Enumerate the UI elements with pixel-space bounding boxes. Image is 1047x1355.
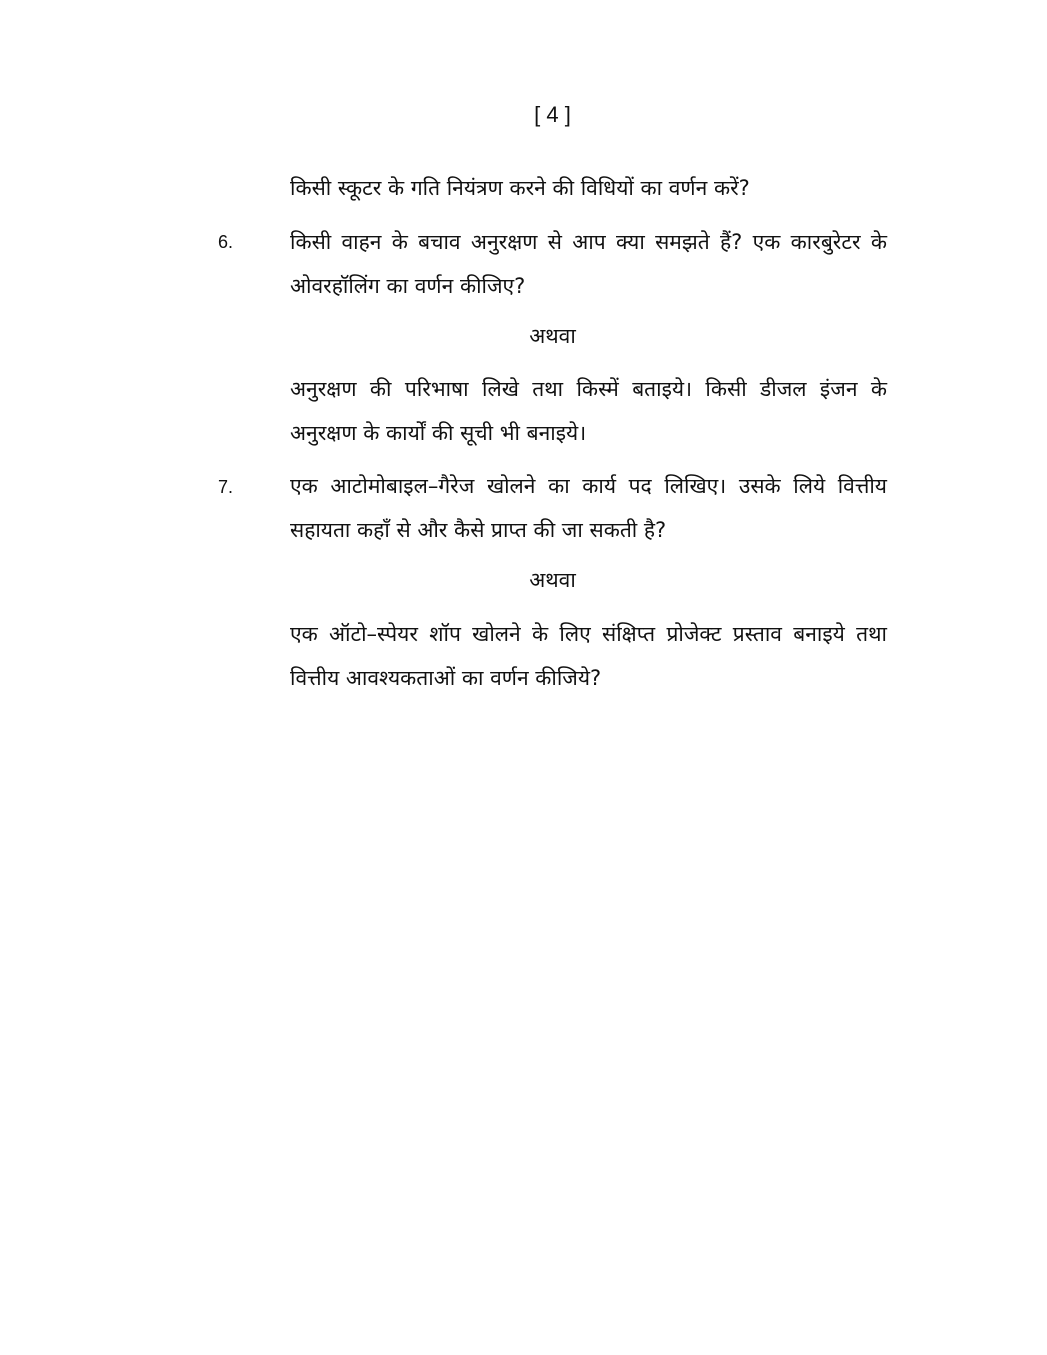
question-7-or-label: अथवा bbox=[529, 568, 576, 592]
question-7-number: 7. bbox=[218, 477, 234, 497]
question-7-alternative-text: एक ऑटो–स्पेयर शॉप खोलने के लिए संक्षिप्त प्रोजेक्ट प्रस्ताव बनाइये तथा वित्तीय आवश्यकताओं का वर्णन कीजिये? bbox=[290, 622, 887, 690]
question-7-text: एक आटोमोबाइल–गैरेज खोलने का कार्य पद लिखिए। उसके लिये वित्तीय सहायता कहाँ से और कैसे प्राप्त की जा सकती है? bbox=[290, 474, 887, 542]
page-number: [ 4 ] bbox=[534, 102, 571, 127]
question-5-continuation: किसी स्कूटर के गति नियंत्रण करने की विधियों का वर्णन करें? bbox=[290, 176, 750, 200]
question-6-alternative-text: अनुरक्षण की परिभाषा लिखे तथा किस्में बताइये। किसी डीजल इंजन के अनुरक्षण के कार्यों की सूची भी बनाइये। bbox=[290, 377, 887, 445]
question-6-number: 6. bbox=[218, 232, 234, 252]
question-6-or-label: अथवा bbox=[529, 324, 576, 348]
question-6-text: किसी वाहन के बचाव अनुरक्षण से आप क्या समझते हैं? एक कारबुरेटर के ओवरहॉलिंग का वर्णन कीजिए? bbox=[290, 230, 887, 298]
